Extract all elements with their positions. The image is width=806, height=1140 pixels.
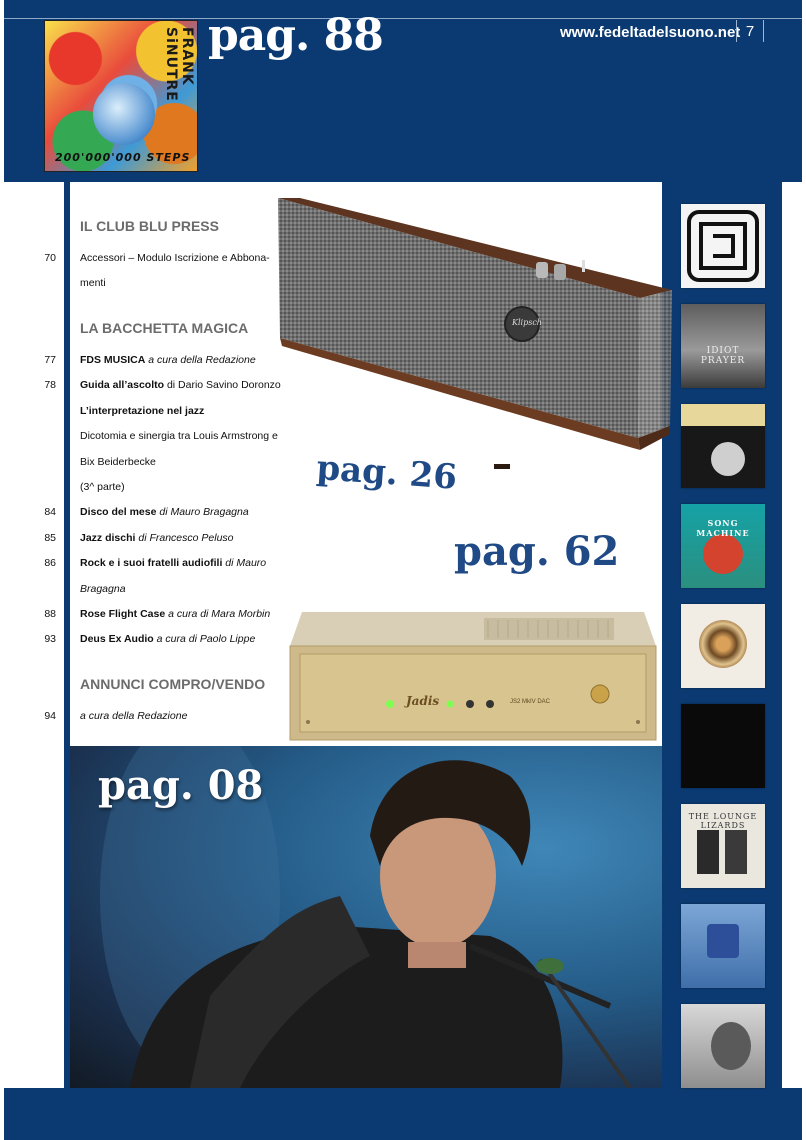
speaker-page-label: pag. 26 (315, 448, 459, 498)
toc-entry-italic-text: di Francesco Peluso (135, 531, 234, 544)
toc-entry-italic-text: di Mauro Bragagna (156, 506, 249, 519)
album-label-7: THE LOUNGE LIZARDS (688, 812, 758, 830)
toc-entry[interactable] (80, 506, 249, 518)
toc-page-number: 85 (44, 531, 56, 544)
toc-entry-bold-text: Rock e i suoi fratelli audiofili (80, 557, 223, 570)
toc-entry-text: di Dario Savino Doronzo (164, 379, 281, 392)
toc-entry[interactable] (80, 481, 125, 493)
toc-page-number: 86 (44, 557, 56, 570)
toc-entry-bold-text: Guida all’ascolto (80, 379, 165, 392)
speaker-logo: Klipsch (512, 318, 542, 327)
album-cover-1 (681, 204, 765, 288)
toc-page-number: 84 (44, 506, 56, 519)
toc-entry-italic-text: a cura di Mara Morbin (165, 608, 271, 620)
toc-entry-bold-text: L’interpretazione nel jazz (80, 404, 205, 417)
toc-entry-text: Bix Beiderbecke (80, 455, 156, 468)
toc-entry[interactable] (80, 633, 255, 645)
album-cover-4 (681, 504, 765, 588)
toc-entry[interactable] (80, 583, 126, 595)
toc-page-number: 88 (44, 608, 56, 620)
album-label-2: IDIOT PRAYER (700, 346, 746, 366)
toc-entry[interactable] (80, 277, 106, 289)
right-margin (782, 182, 802, 1088)
website-link[interactable]: www.fedeltadelsuono.net (560, 24, 741, 41)
album-cover-6 (681, 704, 765, 788)
toc-entry[interactable] (80, 710, 187, 722)
album-cover-7 (681, 804, 765, 888)
toc-page-number: 77 (44, 354, 56, 366)
toc-section-heading: IL CLUB BLU PRESS (80, 218, 219, 234)
footer-band (4, 1088, 802, 1140)
toc-entry[interactable] (80, 252, 270, 264)
toc-page-number: 93 (44, 633, 56, 646)
toc-entry-bold-text: FDS MUSICA (80, 354, 146, 366)
toc-entry-italic-text: Bragagna (80, 582, 126, 595)
toc-entry-text: (3^ parte) (80, 481, 125, 493)
album-cover-2 (681, 304, 765, 388)
toc-entry-italic-text: a cura della Redazione (145, 354, 256, 366)
toc-entry[interactable] (80, 532, 234, 544)
album-cover-9 (681, 1004, 765, 1088)
toc-entry-bold-text: Disco del mese (80, 506, 157, 519)
toc-entry[interactable] (80, 557, 266, 569)
toc-entry[interactable] (80, 608, 270, 620)
toc-entry-text: Accessori – Modulo Iscrizione e Abbona- (80, 252, 270, 264)
toc-entry-italic-text: a cura di Paolo Lippe (153, 633, 256, 646)
page-number: 7 (736, 20, 764, 42)
toc-entry[interactable] (80, 354, 256, 366)
album-label-4: SONG MACHINE (696, 518, 750, 538)
toc-entry-text: Dicotomia e sinergia tra Louis Armstrong e (80, 430, 278, 443)
toc-page-number: 70 (44, 252, 56, 264)
toc-page-number: 94 (44, 710, 56, 722)
toc-entry[interactable] (80, 379, 281, 391)
toc-entry-text: menti (80, 277, 106, 290)
dac-image (288, 612, 658, 742)
toc-entry[interactable] (80, 405, 204, 417)
album-cover-5 (681, 604, 765, 688)
cover-artist-name: FRANK SiNUTRE (163, 27, 195, 102)
toc-entry-italic-text: di Mauro (222, 557, 267, 570)
globe-icon (93, 83, 155, 145)
album-cover-3 (681, 404, 765, 488)
dac-model-label: JS2 MkIV DAC (510, 699, 551, 705)
speaker-image (278, 198, 672, 470)
toc-page-number: 78 (44, 379, 56, 392)
toc-entry-italic-text: a cura della Redazione (80, 710, 188, 722)
toc-entry[interactable] (80, 456, 156, 468)
header-rule (4, 18, 802, 19)
dac-page-label: pag. 62 (454, 528, 620, 575)
album-cover-8 (681, 904, 765, 988)
toc-section-heading: ANNUNCI COMPRO/VENDO (80, 676, 266, 692)
dac-brand-logo: Jadis (406, 694, 440, 708)
cover-album-title: 200'000'000 STEPS (55, 151, 191, 164)
toc-entry[interactable] (80, 430, 278, 442)
toc-section-heading: LA BACCHETTA MAGICA (80, 320, 249, 336)
cover-album-image (44, 20, 198, 172)
photo-page-label: pag. 08 (98, 762, 264, 809)
cover-page-label: pag. 88 (208, 10, 383, 61)
toc-entry-bold-text: Jazz dischi (80, 531, 136, 544)
toc-entry-bold-text: Deus Ex Audio (80, 633, 154, 646)
toc-entry-bold-text: Rose Flight Case (80, 608, 166, 620)
